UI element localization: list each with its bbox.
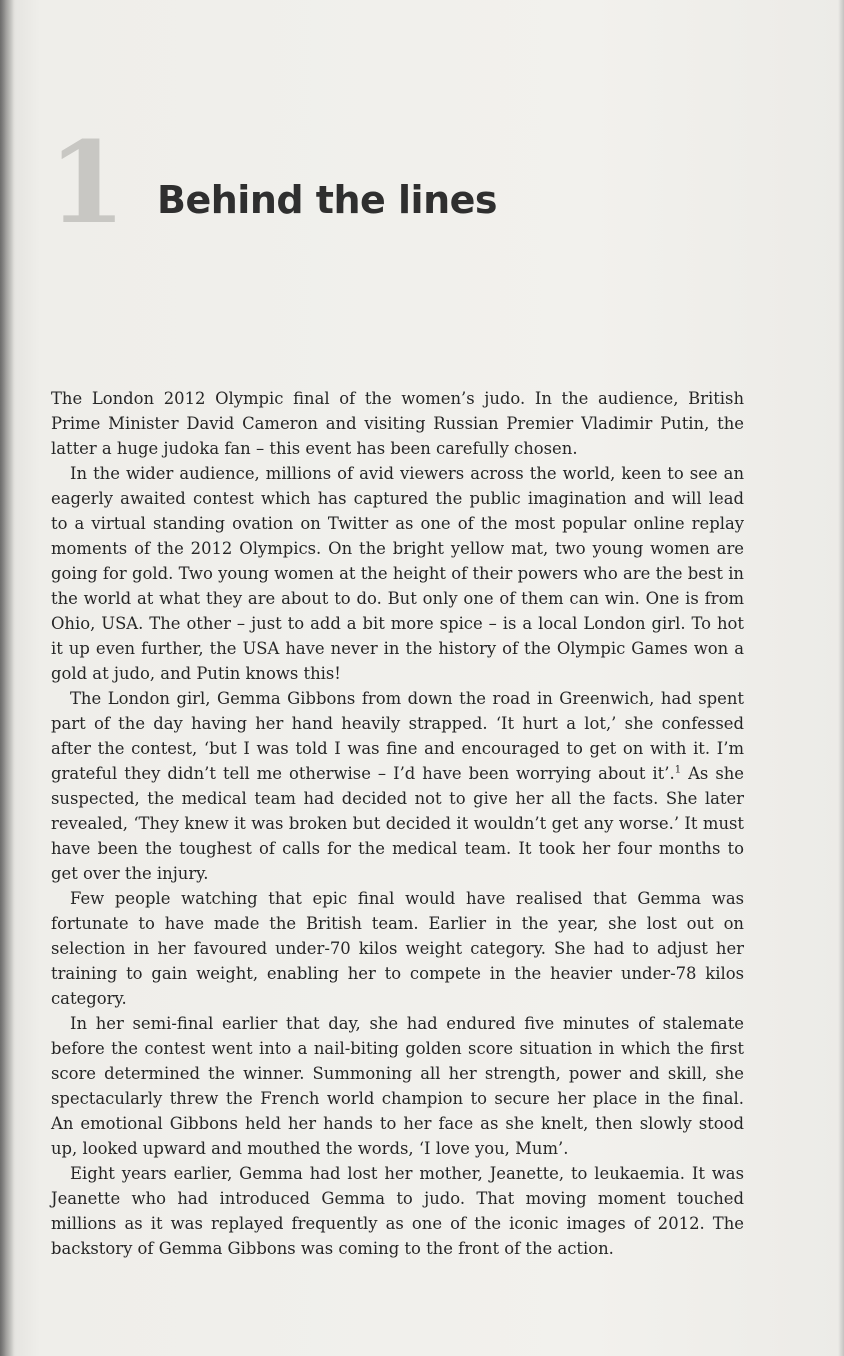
paragraph-3 [51, 686, 744, 886]
paragraph-2: In the wider audience, millions of avid viewers across the world, keen to see an eagerly awaited contest which has captured the public imagination and will lead to a virtual standing ovation on Twitter as one of the most popular online replay moments of the 2012 Olympics. On the bright yellow mat, two young women are going for gold. Two young women at the height of their powers who are the best in the world at what they are about to do. But only one of them can win. One is from Ohio, USA. The other – just to add a bit more spice – is a local London girl. To hot it up even further, the USA have never in the history of the Olympic Games won a gold at judo, and Putin knows this! [51, 464, 744, 683]
paragraph-3-text-after-note: As she suspected, the medical team had decided not to give her all the facts. She later revealed, ‘They knew it was broken but decided it wouldn’t get any worse.’ It must have been the toughest of calls for the medical team. It took her four months to get over the injury. [51, 764, 744, 883]
footnote-reference: 1 [674, 764, 682, 776]
spine-shadow [0, 0, 14, 1356]
chapter-body [51, 386, 744, 1261]
chapter-number: 1 [48, 118, 124, 249]
page-edge-shadow [838, 0, 844, 1356]
paragraph-3-text-before-note: The London girl, Gemma Gibbons from down the road in Greenwich, had spent part of the day having her hand heavily strapped. ‘It hurt a lot,’ she confessed after the contest, ‘but I was told I was fine and encouraged to get on with it. I’m grateful they didn’t tell me otherwise – I’d have been worrying about it’. [51, 689, 744, 783]
paragraph-4: Few people watching that epic final would have realised that Gemma was fortunate to have made the British team. Earlier in the year, she lost out on selection in her favoured under-70 kilos weight category. She had to adjust her training to gain weight, enabling her to compete in the heavier under-78 kilos category. [51, 889, 744, 1008]
paragraph-1: The London 2012 Olympic final of the women’s judo. In the audience, British Prime Minister David Cameron and visiting Russian Premier Vladimir Putin, the latter a huge judoka fan – this event has been carefully chosen. [51, 389, 744, 458]
chapter-title: Behind the lines [157, 178, 498, 222]
paragraph-5: In her semi-final earlier that day, she had endured five minutes of stalemate before the contest went into a nail-biting golden score situation in which the first score determined the winner. Summoning all her strength, power and skill, she spectacularly threw the French world champion to secure her place in the final. An emotional Gibbons held her hands to her face as she knelt, then slowly stood up, looked upward and mouthed the words, ‘I love you, Mum’. [51, 1014, 744, 1158]
paragraph-6: Eight years earlier, Gemma had lost her mother, Jeanette, to leukaemia. It was Jeanette who had introduced Gemma to judo. That moving moment touched millions as it was replayed frequently as one of the iconic images of 2012. The backstory of Gemma Gibbons was coming to the front of the action. [51, 1164, 744, 1258]
